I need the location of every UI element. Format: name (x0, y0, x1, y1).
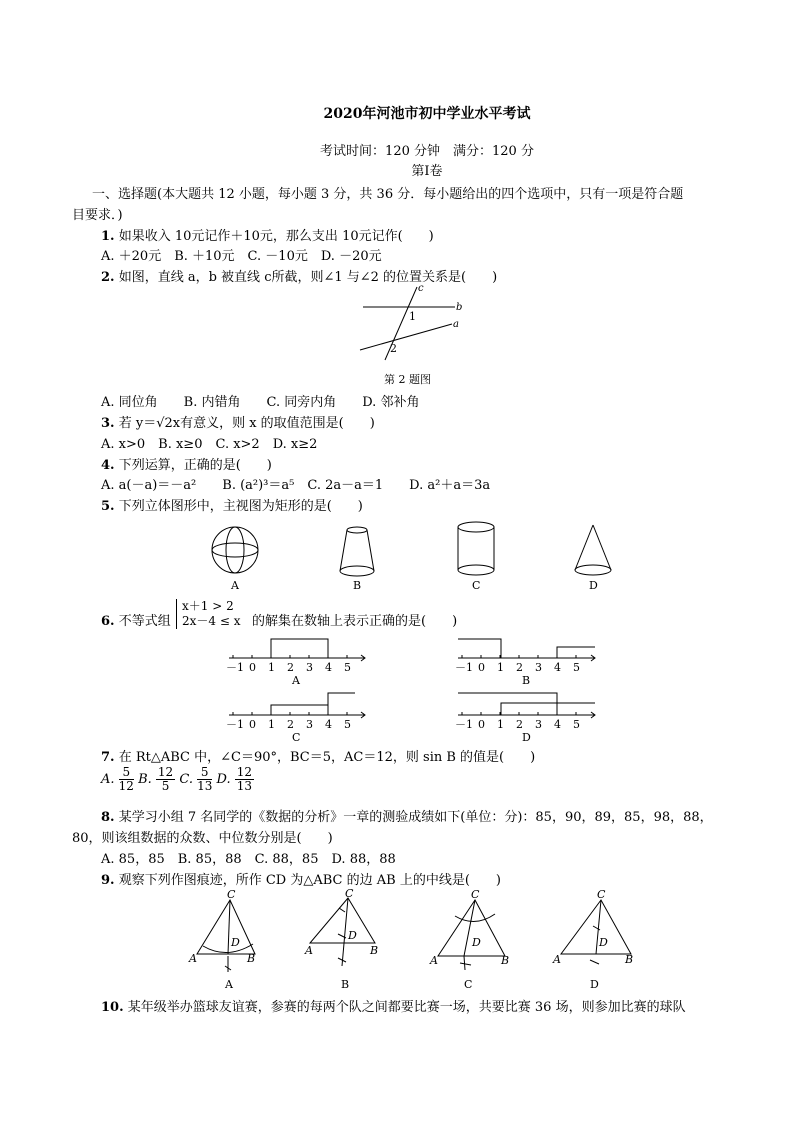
exam-title: 2020年河池市初中学业水平考试 (323, 106, 531, 122)
q7-a-den: 12 (118, 779, 134, 793)
numline-tick-label: 5 (344, 718, 351, 731)
q9-figure-d (561, 900, 634, 966)
q9c-c: C (471, 888, 480, 901)
q9d-a: A (553, 953, 561, 966)
volume-label: 第Ⅰ卷 (411, 164, 443, 179)
q6-ineq2: 2x－4 ≤ x (182, 614, 241, 628)
q6-suffix: 的解集在数轴上表示正确的是( ) (252, 614, 458, 629)
q10-stem (101, 996, 686, 1015)
numline-tick-label: 1 (268, 661, 275, 674)
numline-tick-label: 3 (535, 661, 542, 674)
q6-number: 6. (101, 614, 115, 629)
q9-number: 9. (101, 873, 115, 888)
q6-system (176, 599, 241, 629)
line-a (360, 324, 452, 350)
numline-tick-label: 2 (287, 661, 294, 674)
q5-label-b: B (353, 579, 362, 592)
label-a: a (453, 319, 459, 330)
q9-figure-c (438, 900, 505, 970)
q7-text: 在 Rt△ABC 中，∠C＝90°，BC＝5，AC＝12，则 sin B 的值是( ) (118, 750, 536, 765)
sphere-figure (212, 527, 258, 573)
q6-number-lines (225, 635, 605, 747)
q8-number: 8. (101, 810, 115, 825)
numline-tick-label: 3 (306, 661, 313, 674)
q6-label-b: B (522, 674, 531, 687)
q5-stem (101, 495, 363, 514)
numline-tick-label: －1 (226, 718, 244, 731)
numline-tick-label: 0 (478, 718, 485, 731)
numline-tick-label: 5 (573, 661, 580, 674)
q9b-c: C (345, 888, 354, 900)
q7-b-letter: B. (138, 772, 152, 787)
q9d-c: C (597, 888, 606, 901)
q6-label-d: D (522, 731, 531, 744)
numline-tick-label: －1 (226, 661, 244, 674)
q5-text: 下列立体图形中，主视图为矩形的是( ) (118, 499, 363, 514)
q3-options: A. x>0 B. x≥0 C. x>2 D. x≥2 (101, 437, 318, 452)
q9-stem (101, 869, 501, 888)
q7-b-frac (156, 766, 175, 793)
q6-label-c: C (292, 731, 301, 744)
q9-figures (185, 888, 645, 990)
q2-caption: 第 2 题图 (384, 373, 431, 386)
q1-text: 如果收入 10元记作＋10元，那么支出 10元记作( ) (118, 229, 434, 244)
numline-tick-label: 2 (516, 718, 523, 731)
numline-tick-label: 4 (554, 718, 561, 731)
numline-b (458, 639, 595, 661)
numline-d (458, 693, 595, 718)
q9a-a: A (189, 952, 197, 965)
numline-tick-label: 0 (249, 718, 256, 731)
q5-label-a: A (231, 579, 239, 592)
q9-text: 观察下列作图痕迹，所作 CD 为△ABC 的边 AB 上的中线是( ) (118, 873, 501, 888)
section-intro-line2: 目要求．) (72, 208, 123, 223)
q7-number: 7. (101, 750, 115, 765)
q9b-b: B (370, 944, 379, 957)
q1-stem (101, 225, 434, 244)
numline-tick-label: 3 (535, 718, 542, 731)
q1-number: 1. (101, 229, 115, 244)
q2-options: A. 同位角 B. 内错角 C. 同旁内角 D. 邻补角 (101, 395, 420, 410)
q10-text: 某年级举办篮球友谊赛，参赛的每两个队之间都要比赛一场，共要比赛 36 场，则参加比赛的球队 (127, 1000, 686, 1015)
q7-b-num: 12 (157, 765, 174, 779)
q7-a-frac (119, 766, 134, 793)
q9-figure-b (310, 898, 375, 966)
q10-number: 10. (101, 1000, 124, 1015)
numline-tick-label: 4 (325, 718, 332, 731)
q5-number: 5. (101, 499, 115, 514)
q3-stem (101, 412, 375, 431)
q3-text: 若 y＝√2x有意义，则 x 的取值范围是( ) (118, 416, 375, 431)
numline-tick-label: 0 (249, 661, 256, 674)
q9c-d: D (472, 936, 481, 949)
q9d-d: D (599, 936, 608, 949)
numline-tick-label: 3 (306, 718, 313, 731)
q8-options: A. 85，85 B. 85，88 C. 88，85 D. 88，88 (101, 852, 396, 867)
q9c-b: B (501, 954, 510, 967)
label-c: c (418, 283, 424, 294)
q9-label-c: C (464, 978, 473, 990)
q9a-c: C (227, 888, 236, 901)
q4-text: 下列运算，正确的是( ) (118, 458, 272, 473)
q1-options: A. ＋20元 B. ＋10元 C. －10元 D. －20元 (101, 249, 382, 264)
q7-d-letter: D. (216, 772, 231, 787)
section-intro-line1: 一、选择题(本大题共 12 小题，每小题 3 分，共 36 分．每小题给出的四个选项中，只有一项是符合题 (92, 187, 684, 202)
q9a-b: B (247, 952, 256, 965)
q7-d-den: 13 (236, 779, 253, 793)
q2-number: 2. (101, 270, 115, 285)
numline-tick-label: 1 (268, 718, 275, 731)
q7-options (101, 766, 254, 793)
q6-ineq1: x＋1 > 2 (182, 599, 234, 613)
exam-info: 考试时间：120 分钟 满分：120 分 (320, 144, 534, 159)
numline-a (229, 639, 365, 661)
q7-a-num: 5 (119, 766, 134, 780)
q9b-a: A (305, 944, 313, 957)
label-angle-2: 2 (390, 342, 397, 355)
q9c-a: A (430, 954, 438, 967)
numline-c (229, 693, 365, 718)
q6-stem (101, 610, 171, 629)
q9-label-a: A (225, 978, 233, 990)
frustum-figure (340, 527, 374, 576)
q9-label-d: D (590, 978, 599, 990)
q4-stem (101, 454, 272, 473)
q8-stem (101, 806, 713, 825)
q7-c-den: 13 (197, 779, 213, 793)
q5-label-c: C (472, 579, 481, 592)
q7-c-frac (197, 766, 212, 793)
numline-tick-label: 5 (344, 661, 351, 674)
numline-tick-label: 5 (573, 718, 580, 731)
q8-text-line1: 某学习小组 7 名同学的《数据的分析》一章的测验成绩如下(单位：分)：85，90，89，85，98，88， (118, 810, 713, 825)
numline-tick-label: －1 (455, 718, 473, 731)
numline-tick-label: 2 (287, 718, 294, 731)
q7-c-letter: C. (179, 772, 193, 787)
q9b-d: D (348, 929, 357, 942)
q9d-b: B (625, 953, 634, 966)
cone-figure (575, 525, 611, 575)
cylinder-figure (458, 522, 494, 575)
label-b: b (456, 302, 463, 313)
q9-label-b: B (341, 978, 350, 990)
q7-d-frac (235, 766, 254, 793)
numline-tick-label: 0 (478, 661, 485, 674)
q4-options: A. a(－a)＝－a² B. (a²)³＝a⁵ C. 2a－a＝1 D. a²＋a＝3a (101, 478, 491, 493)
q7-d-num: 12 (236, 765, 253, 779)
q7-b-den: 5 (161, 779, 170, 793)
q8-text-line2: 80，则该组数据的众数、中位数分别是( ) (72, 831, 333, 846)
q7-stem (101, 746, 535, 765)
q5-label-d: D (589, 579, 598, 592)
q4-number: 4. (101, 458, 115, 473)
q3-number: 3. (101, 416, 115, 431)
q6-label-a: A (292, 674, 300, 687)
q7-c-num: 5 (197, 766, 212, 780)
q9a-d: D (231, 936, 240, 949)
numline-tick-label: 2 (516, 661, 523, 674)
q7-a-letter: A. (101, 772, 115, 787)
q5-figures (200, 515, 620, 595)
numline-tick-label: 4 (554, 661, 561, 674)
numline-tick-label: 1 (497, 718, 504, 731)
q2-text: 如图，直线 a，b 被直线 c所截，则∠1 与∠2 的位置关系是( ) (118, 270, 498, 285)
label-angle-1: 1 (409, 310, 416, 323)
q6-prefix: 不等式组 (118, 614, 171, 629)
q2-figure (355, 282, 465, 362)
numline-tick-label: 4 (325, 661, 332, 674)
numline-tick-label: －1 (455, 661, 473, 674)
numline-tick-label: 1 (497, 661, 504, 674)
